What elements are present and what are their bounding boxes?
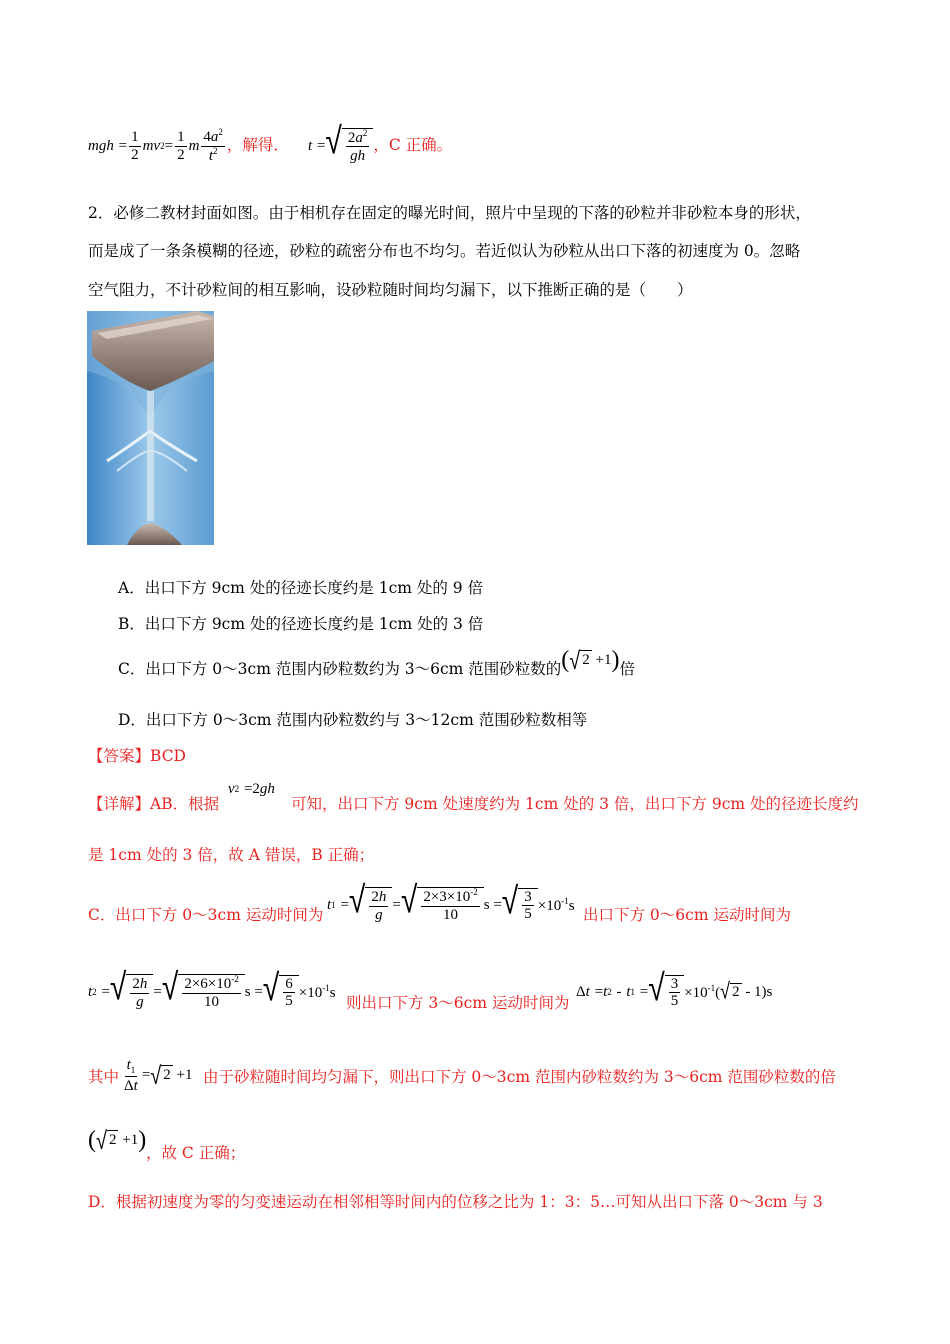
detail-c-prefix: C．出口下方 0～3cm 运动时间为 [88, 906, 324, 924]
detail-c-t2-intro: 出口下方 0～6cm 运动时间为 [583, 906, 791, 924]
formula-delta-t: Δ t = t 2 - t 1 = √ $\frac{3}{5}$ $\times 10^{-1}$( √ 2 - 1)s [576, 966, 773, 1011]
answer-label: 【答案】 [88, 747, 151, 765]
prev-conclusion: ，C 正确。 [373, 136, 453, 155]
option-d: D．出口下方 0～3cm 范围内砂粒数约与 3～12cm 范围砂粒数相等 [118, 711, 588, 729]
detail-line-1-rest: 可知，出口下方 9cm 处速度约为 1cm 处的 3 倍，出口下方 9cm 处的径迹长度约 [291, 795, 859, 813]
formula-v2-2gh: v 2 =2 gh [228, 780, 275, 797]
option-c-suffix: 倍 [619, 660, 635, 679]
detail-line-d: D．根据初速度为零的匀变速运动在相邻相等时间内的位移之比为 1：3：5…可知从出口下落 0～3cm 与 3 [88, 1193, 823, 1211]
question-line-3: 空气阻力，不计砂粒间的相互影响，设砂粒随时间均匀漏下，以下推断正确的是（ ） [88, 281, 693, 299]
option-c: C．出口下方 0～3cm 范围内砂粒数约为 3～6cm 范围砂粒数的 ( √ 2 +1 ) 倍 [118, 645, 635, 679]
answer-value: BCD [150, 747, 186, 765]
formula-t1: t 1 = √ $\frac{2h}{g}$ = √ $\frac{2\times 3\times 10^{-2}}{10}$ s = √ $\frac{3}{5}$ $\times 10^{-1}s$ [327, 878, 575, 924]
option-a: A．出口下方 9cm 处的径迹长度约是 1cm 处的 9 倍 [118, 579, 484, 597]
detail-c-conclusion: ，故 C 正确； [146, 1144, 246, 1162]
formula-sqrt2-plus-1: ( √ 2 +1 ) [88, 1125, 147, 1155]
hourglass-cover-image [87, 311, 214, 545]
formula-t2: t 2 = √ $\frac{2h}{g}$ = √ $\frac{2\times 6\times 10^{-2}}{10}$ s = √ $\frac{6}{5}$ $\times 10^{-1}s$ [88, 965, 336, 1011]
detail-line-2: 是 1cm 处的 3 倍，故 A 错误，B 正确； [88, 846, 375, 864]
question-line-2: 而是成了一条条模糊的径迹，砂粒的疏密分布也不均匀。若近似认为砂粒从出口下落的初速度为 0。忽略 [88, 242, 801, 260]
detail-ab-prefix: 【详解】AB．根据 [88, 795, 220, 813]
detail-c-delta-intro: 则出口下方 3～6cm 运动时间为 [346, 994, 570, 1012]
answer-line [88, 749, 186, 765]
question-line-1: 2．必修二教材封面如图。由于相机存在固定的曝光时间，照片中呈现的下落的砂粒并非砂粒本身的形状， [88, 204, 811, 222]
formula-ratio: $\frac{t_1}{\Delta t}$ = √ 2 +1 [124, 1056, 193, 1094]
detail-line-5-rest: 由于砂粒随时间均匀漏下，则出口下方 0～3cm 范围内砂粒数约为 3～6cm 范围砂粒数的倍 [203, 1068, 836, 1086]
option-c-text: C．出口下方 0～3cm 范围内砂粒数约为 3～6cm 范围砂粒数的 [118, 660, 562, 679]
detail-line-1 [88, 797, 219, 813]
prev-solve-text: ，解得． [226, 136, 289, 155]
detail-where: 其中 [88, 1068, 120, 1086]
option-b: B．出口下方 9cm 处的径迹长度约是 1cm 处的 3 倍 [118, 615, 484, 633]
prev-energy-equation: mgh = $\frac{1}{2}$ mv 2 = $\frac{1}{2}$ m $\frac{4a^2}{t^2}$ ，解得． t = √ $\frac{2a^2}{gh}$ ，C 正确。 [88, 119, 453, 164]
